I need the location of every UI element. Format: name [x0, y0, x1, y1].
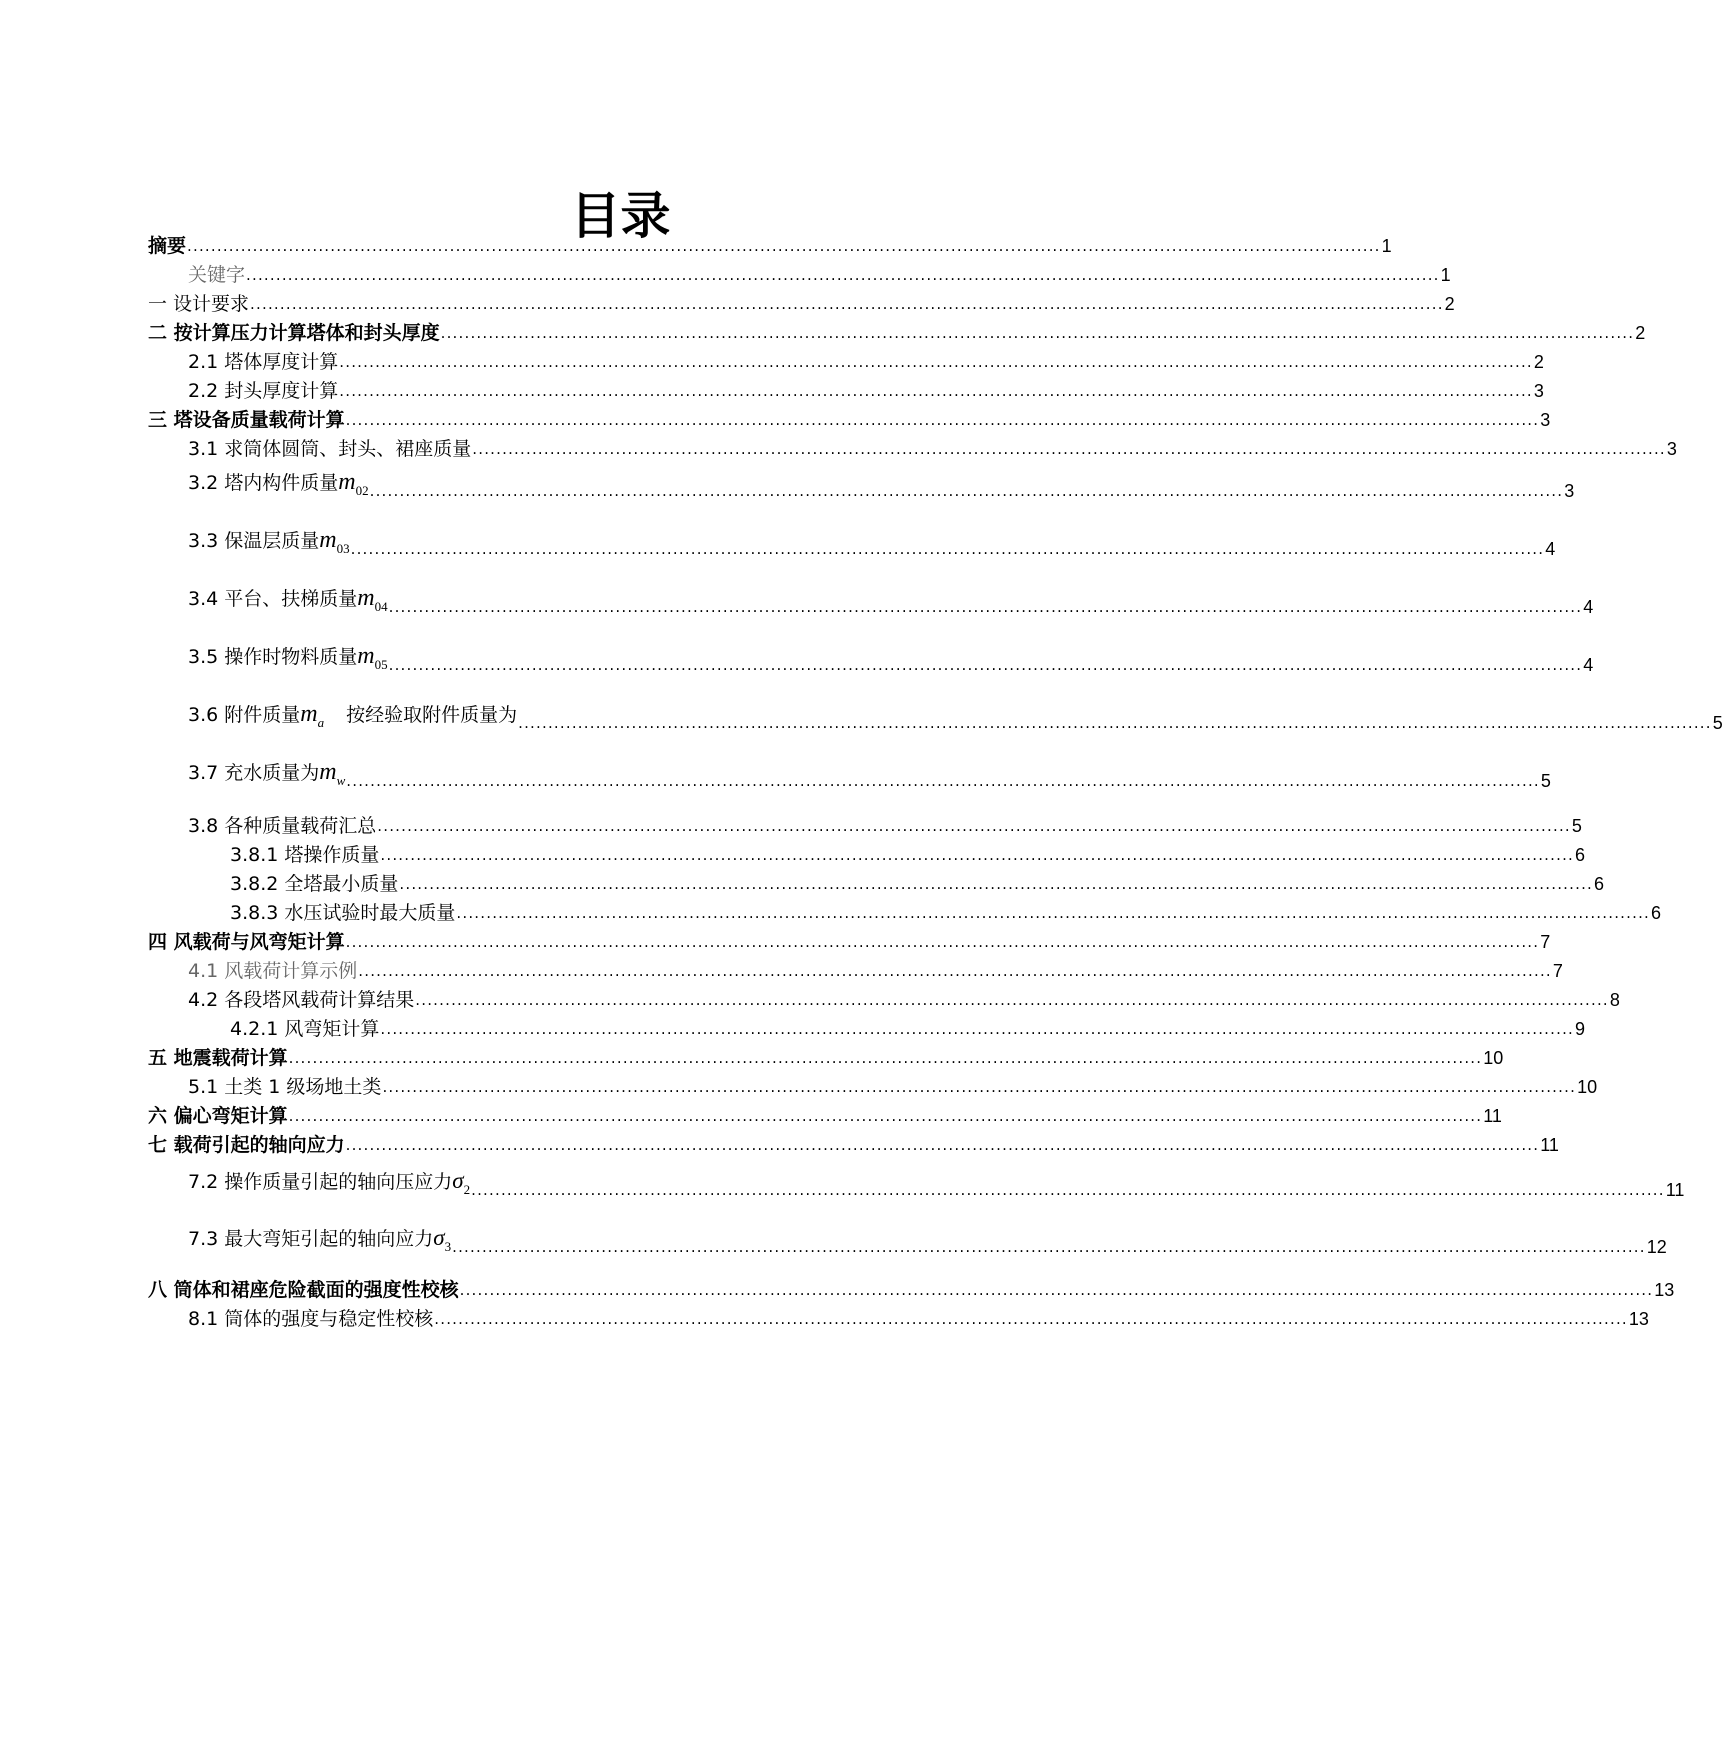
- toc-page-number: 2: [1444, 294, 1455, 314]
- toc-page-number: 7: [1552, 961, 1563, 981]
- toc-entry[interactable]: [188, 347, 1544, 373]
- dot-leader: ........................................................................................................................................................................................................: [345, 933, 1540, 951]
- toc-entry-label: 3.8.3 水压试验时最大质量: [230, 902, 456, 924]
- dot-leader: ........................................................................................................................................................................................................: [456, 904, 1651, 922]
- toc-entry[interactable]: [188, 985, 1620, 1011]
- dot-leader: ........................................................................................................................................................................................................: [369, 482, 1564, 500]
- math-subscript: w: [336, 773, 346, 788]
- dot-leader: ........................................................................................................................................................................................................: [399, 875, 1594, 893]
- toc-entry-label: 3.5 操作时物料质量$m_{05}$: [188, 643, 388, 672]
- toc-page-number: 11: [1483, 1106, 1502, 1126]
- dot-leader: ........................................................................................................................................................................................................: [472, 440, 1666, 458]
- toc-page-number: 8: [1609, 990, 1620, 1010]
- toc-entry[interactable]: [188, 643, 1594, 676]
- dot-leader: ........................................................................................................................................................................................................: [288, 1107, 1483, 1125]
- toc-entry-label: 7.2 操作质量引起的轴向压应力$\sigma_2$: [188, 1168, 471, 1197]
- toc-entry-label: 摘要: [148, 235, 187, 257]
- toc-entry-label: 2.2 封头厚度计算: [188, 380, 339, 402]
- toc-entry[interactable]: [188, 1168, 1685, 1201]
- toc-entry-label: 四 风载荷与风弯矩计算: [148, 931, 345, 953]
- dot-leader: ........................................................................................................................................................................................................: [452, 1238, 1646, 1256]
- toc-entry[interactable]: [148, 289, 1455, 315]
- dot-leader: ........................................................................................................................................................................................................: [380, 846, 1575, 864]
- toc-entry-label: 3.7 充水质量为$m_w$: [188, 759, 346, 788]
- math-subscript: 02: [355, 483, 369, 498]
- toc-entry[interactable]: [188, 956, 1563, 982]
- math-subscript: 2: [463, 1182, 471, 1197]
- dot-leader: ........................................................................................................................................................................................................: [358, 962, 1552, 980]
- toc-entry-label: 关键字: [188, 264, 246, 286]
- toc-page-number: 4: [1583, 597, 1594, 617]
- toc-page-number: 11: [1540, 1135, 1559, 1155]
- dot-leader: ........................................................................................................................................................................................................: [345, 1136, 1540, 1154]
- toc-page-number: 10: [1577, 1077, 1598, 1097]
- dot-leader: ........................................................................................................................................................................................................: [339, 353, 1533, 371]
- toc-entry-label: 一 设计要求: [148, 293, 250, 315]
- dot-leader: ........................................................................................................................................................................................................: [345, 411, 1540, 429]
- toc-entry-label: 3.1 求筒体圆筒、封头、裙座质量: [188, 438, 472, 460]
- toc-page-number: 10: [1483, 1048, 1504, 1068]
- dot-leader: ........................................................................................................................................................................................................: [518, 714, 1712, 732]
- dot-leader: ........................................................................................................................................................................................................: [440, 324, 1635, 342]
- toc-entry[interactable]: [188, 469, 1575, 502]
- toc-entry-label: 八 筒体和裙座危险截面的强度性校核: [148, 1279, 459, 1301]
- math-subscript: 3: [444, 1239, 452, 1254]
- toc-page-number: 4: [1583, 655, 1594, 675]
- math-subscript: 03: [336, 541, 350, 556]
- toc-entry-label: 3.6 附件质量$m_a$ 按经验取附件质量为: [188, 701, 518, 730]
- toc-entry-label: 二 按计算压力计算塔体和封头厚度: [148, 322, 440, 344]
- toc-page-number: 5: [1571, 816, 1582, 836]
- dot-leader: ........................................................................................................................................................................................................: [346, 772, 1540, 790]
- toc-entry-label: 4.2 各段塔风载荷计算结果: [188, 989, 415, 1011]
- dot-leader: ........................................................................................................................................................................................................: [388, 598, 1583, 616]
- dot-leader: ........................................................................................................................................................................................................: [471, 1181, 1665, 1199]
- toc-page-number: 2: [1635, 323, 1646, 343]
- toc-entry-label: 3.8 各种质量载荷汇总: [188, 815, 377, 837]
- toc-page-number: 1: [1381, 236, 1392, 256]
- toc-entry[interactable]: [230, 898, 1662, 924]
- toc-page-number: 5: [1712, 713, 1723, 733]
- toc-entry-label: 3.8.2 全塔最小质量: [230, 873, 399, 895]
- math-symbol: σ: [433, 1225, 445, 1250]
- math-symbol: m: [319, 527, 337, 553]
- toc-entry-label: 8.1 筒体的强度与稳定性校核: [188, 1308, 434, 1330]
- toc-entry[interactable]: [148, 318, 1646, 344]
- dot-leader: ........................................................................................................................................................................................................: [250, 295, 1444, 313]
- dot-leader: ........................................................................................................................................................................................................: [187, 237, 1381, 255]
- dot-leader: ........................................................................................................................................................................................................: [382, 1078, 1577, 1096]
- dot-leader: ........................................................................................................................................................................................................: [350, 540, 1545, 558]
- math-symbol: m: [319, 759, 337, 785]
- toc-entry-label: 4.2.1 风弯矩计算: [230, 1018, 380, 1040]
- toc-entry-label: 7.3 最大弯矩引起的轴向应力$\sigma_3$: [188, 1225, 452, 1254]
- toc-entry[interactable]: [148, 1043, 1504, 1069]
- dot-leader: ........................................................................................................................................................................................................: [388, 656, 1583, 674]
- toc-page-number: 3: [1540, 410, 1551, 430]
- toc-entry-label: 3.8.1 塔操作质量: [230, 844, 380, 866]
- toc-page-number: 13: [1628, 1309, 1649, 1329]
- dot-leader: ........................................................................................................................................................................................................: [246, 266, 1440, 284]
- toc-entry-label: 六 偏心弯矩计算: [148, 1105, 288, 1127]
- math-subscript: a: [317, 715, 325, 730]
- toc-entry[interactable]: [148, 927, 1551, 953]
- toc-page-number: 7: [1540, 932, 1551, 952]
- toc-entry-label: 三 塔设备质量载荷计算: [148, 409, 345, 431]
- toc-entry[interactable]: [230, 840, 1586, 866]
- toc-page-number: 11: [1665, 1180, 1685, 1200]
- toc-entry-label: 七 载荷引起的轴向应力: [148, 1134, 345, 1156]
- toc-entry[interactable]: [230, 869, 1605, 895]
- toc-entry-label: 2.1 塔体厚度计算: [188, 351, 339, 373]
- toc-entry[interactable]: [188, 1072, 1598, 1098]
- math-symbol: σ: [452, 1168, 464, 1193]
- dot-leader: ........................................................................................................................................................................................................: [339, 382, 1533, 400]
- toc-page-number: 3: [1666, 439, 1677, 459]
- toc-entry[interactable]: [148, 1275, 1675, 1301]
- toc-entry-label-tail: 按经验取附件质量为: [346, 704, 518, 726]
- math-subscript: 04: [374, 599, 388, 614]
- toc-entry[interactable]: [188, 1304, 1649, 1330]
- toc-entry[interactable]: [188, 434, 1677, 460]
- toc-page-number: 1: [1440, 265, 1451, 285]
- toc-page-number: 9: [1575, 1019, 1586, 1039]
- toc-entry-label: 3.3 保温层质量$m_{03}$: [188, 527, 350, 556]
- toc-entry[interactable]: [188, 527, 1556, 560]
- toc-page-number: 3: [1564, 481, 1575, 501]
- toc-entry[interactable]: [188, 260, 1451, 286]
- toc-entry-label: 五 地震载荷计算: [148, 1047, 288, 1069]
- toc-page-number: 6: [1651, 903, 1662, 923]
- dot-leader: ........................................................................................................................................................................................................: [377, 817, 1571, 835]
- dot-leader: ........................................................................................................................................................................................................: [288, 1049, 1483, 1067]
- toc-entry[interactable]: [188, 701, 1723, 734]
- toc-page-number: 6: [1575, 845, 1586, 865]
- toc-page-number: 2: [1533, 352, 1544, 372]
- toc-entry[interactable]: [148, 1130, 1559, 1156]
- toc-entry[interactable]: [230, 1014, 1586, 1040]
- toc-page-number: 3: [1533, 381, 1544, 401]
- toc-title: 目录: [570, 187, 671, 245]
- math-symbol: m: [300, 701, 318, 727]
- dot-leader: ........................................................................................................................................................................................................: [415, 991, 1609, 1009]
- toc-entry[interactable]: [148, 1101, 1502, 1127]
- toc-entry-label: 5.1 土类 1 级场地土类: [188, 1076, 382, 1098]
- toc-page-number: 4: [1545, 539, 1556, 559]
- math-symbol: m: [338, 469, 356, 495]
- toc-entry[interactable]: [188, 376, 1544, 402]
- toc-entry[interactable]: [148, 231, 1392, 257]
- toc-page-number: 13: [1654, 1280, 1675, 1300]
- toc-entry-label: 3.4 平台、扶梯质量$m_{04}$: [188, 585, 388, 614]
- dot-leader: ........................................................................................................................................................................................................: [380, 1020, 1575, 1038]
- toc-entry[interactable]: [188, 759, 1551, 792]
- math-symbol: m: [357, 643, 375, 669]
- toc-page-number: 12: [1646, 1237, 1667, 1257]
- toc-page-number: 6: [1594, 874, 1605, 894]
- dot-leader: ........................................................................................................................................................................................................: [459, 1281, 1654, 1299]
- toc-entry[interactable]: [148, 405, 1551, 431]
- math-symbol: m: [357, 585, 375, 611]
- dot-leader: ........................................................................................................................................................................................................: [434, 1310, 1628, 1328]
- toc-entry-label: 3.2 塔内构件质量$m_{02}$: [188, 469, 369, 498]
- toc-page-number: 5: [1540, 771, 1551, 791]
- toc-entry[interactable]: [188, 1225, 1667, 1258]
- toc-entry[interactable]: [188, 585, 1594, 618]
- toc-entry[interactable]: [188, 811, 1582, 837]
- math-subscript: 05: [374, 657, 388, 672]
- toc-entry-label: 4.1 风载荷计算示例: [188, 960, 358, 982]
